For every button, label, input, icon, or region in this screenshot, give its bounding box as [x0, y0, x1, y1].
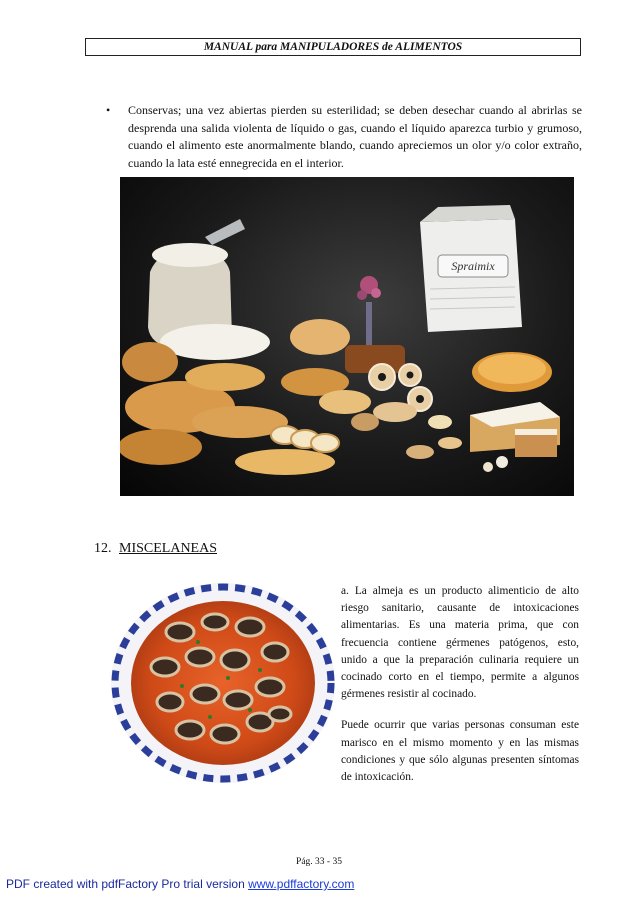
pdf-footer	[6, 877, 354, 891]
section-heading	[94, 541, 217, 557]
bread-loaf	[122, 342, 178, 382]
croissant	[373, 402, 417, 422]
section-title: MISCELANEAS	[119, 541, 218, 556]
bakery-products-photo	[120, 177, 574, 496]
paragraph-2: Puede ocurrir que varias personas consuman este marisco en el mismo momento y en las mismas condiciones y que sólo algunas presenten síntomas de intoxicación.	[341, 719, 579, 784]
bullet-item	[106, 102, 582, 172]
clams-dish-photo	[110, 582, 336, 785]
clams-illustration	[110, 582, 336, 785]
bullet-icon: •	[106, 103, 111, 117]
flour-scoop-left	[205, 219, 245, 245]
bakery-illustration	[120, 177, 574, 496]
header-title: MANUAL para MANIPULADORES de ALIMENTOS	[203, 41, 463, 53]
bullet-text: Conservas; una vez abiertas pierden su esterilidad; se deben desechar cuando al abrirlas se desprenda una salida violenta de líquido o gas, cuando el líquido aparezca turbio y grumoso, cuando el alimento este anormalmente blando, cuando apreciemos un olor y/o color extraño, cuando la lata esté ennegrecida en el interior.	[128, 103, 582, 170]
bag-brand-label: Spraimix	[451, 259, 495, 273]
footer-link[interactable]: www.pdffactory.com	[248, 877, 355, 891]
paragraph-1: a. La almeja es un producto alimenticio de alto riesgo sanitario, causante de intoxicaciones alimentarias. Es una materia prima, que con frecuencia contiene gérmenes patógenos, esto, unido a que la preparación culinaria requiere un cocinado corto en el tiempo, permite a algunos gérmenes resistir al cocinado.	[341, 585, 579, 701]
document-header	[85, 38, 581, 56]
footer-text: PDF created with pdfFactory Pro trial version	[6, 877, 249, 891]
page-number: Pág. 33 - 35	[296, 857, 342, 867]
clam-description	[341, 583, 579, 800]
section-number: 12.	[94, 541, 112, 556]
